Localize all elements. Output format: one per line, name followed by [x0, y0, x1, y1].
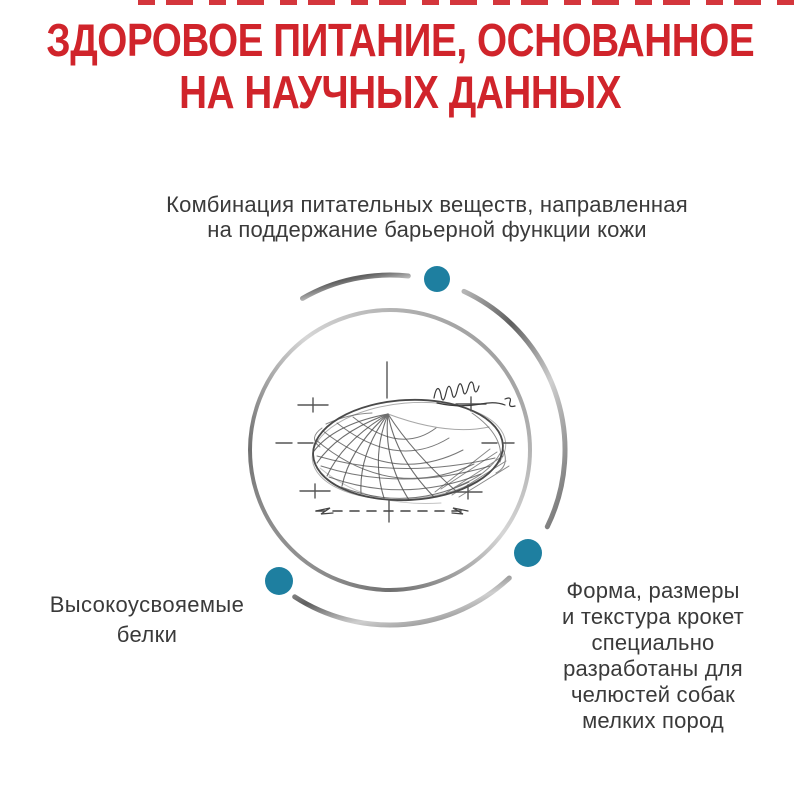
outer-broken-arc — [295, 275, 565, 625]
callout-right-line-6: мелких пород — [582, 708, 724, 733]
callout-right — [528, 578, 778, 734]
subtitle-line-2: на поддержание барьерной функции кожи — [207, 217, 647, 242]
subtitle-line-1: Комбинация питательных веществ, направленная — [166, 192, 688, 217]
page-title-line-2: НА НАУЧНЫХ ДАННЫХ — [178, 66, 622, 118]
bullet-dot-right — [514, 539, 542, 567]
callout-left — [22, 590, 272, 650]
callout-right-line-5: челюстей собак — [570, 682, 735, 707]
bullet-dot-top — [424, 266, 450, 292]
kibble-sketch — [276, 362, 515, 522]
callout-right-line-1: Форма, размеры — [566, 578, 740, 603]
callout-left-line-2: белки — [116, 622, 178, 647]
callout-left-line-1: Высокоусвояемые — [49, 592, 245, 617]
callout-right-line-4: разработаны для — [563, 656, 743, 681]
dimension-line — [316, 508, 468, 514]
callout-right-line-2: и текстура крокет — [562, 604, 744, 629]
callout-right-line-3: специально — [591, 630, 715, 655]
page-title-line-1: ЗДОРОВОЕ ПИТАНИЕ, ОСНОВАННОЕ — [46, 14, 754, 66]
